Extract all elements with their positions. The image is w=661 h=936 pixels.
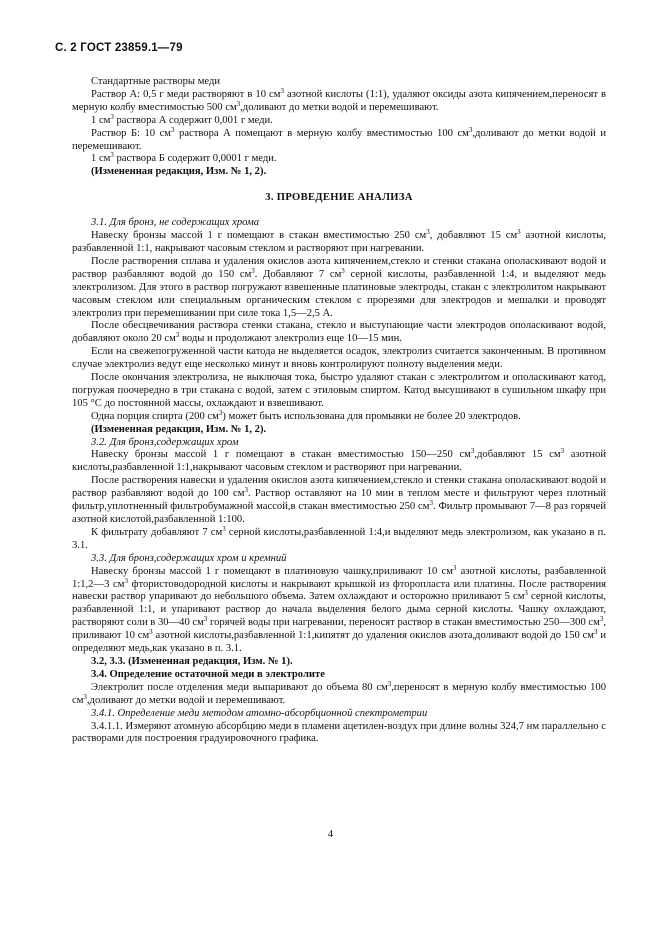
paragraph: Одна порция спирта (200 $см^3$) может быть использована для промывки не более 20 электродов. xyxy=(91,408,521,422)
paragraph: (Измененная редакция, Изм. № 1, 2). xyxy=(91,423,267,435)
paragraph: После окончания электролиза, не выключая тока, быстро удаляют стакан с электролитом и ополаскивают катод, погружая поочередно в три стакана с водой, затем с этиловым спиртом. Катод высушивают в сушильном шкафу при 105 °С до постоянной массы, охлаждают и взвешивают. xyxy=(72,372,606,409)
paragraph: 3.1. Для бронз, не содержащих хрома xyxy=(91,217,260,229)
paragraph: 3.4.1. Определение меди методом атомно-абсорбционной спектрометрии xyxy=(91,707,428,719)
paragraph: Если на свежепогруженной части катода не выделяется осадок, электролиз считается законченным. В противном случае электролиз ведут еще несколько минут и вновь контролируют полноту выделения меди. xyxy=(72,346,606,371)
paragraph: 3.4.1.1. Измеряют атомную абсорбцию меди в пламени ацетилен-воздух при длине волны 324,7 нм параллельно с растворами для построения градуировочного графика. xyxy=(72,720,606,745)
paragraph: 1 $см^3$ раствора Б содержит 0,0001 г меди. xyxy=(91,151,277,165)
paragraph: 3.2. Для бронз,содержащих хром xyxy=(91,436,239,448)
paragraph: 1 $см^3$ раствора А содержит 0,001 г меди. xyxy=(91,112,273,126)
paragraph: К фильтрату добавляют 7 $см^3$ серной кислоты,разбавленной 1:4,и выделяют медь электролизом, как указано в п. 3.1. xyxy=(72,524,606,551)
paragraph: (Измененная редакция, Изм. № 1, 2). xyxy=(91,166,267,178)
paragraph: После растворения сплава и удаления окислов азота кипячением,стекло и стенки стакана ополаскивают водой и раствор разбавляют водой до 150 $см^3$. Добавляют 7 $см^3$ серной кислоты, разбавленной 1:4, и выделяют медь электролизом. Для этого в раствор погружают взвешенные платиновые электроды, стакан с электролитом накрывают часовым стеклом или специальным органическим стеклом с прорезями для электродов и мешалки и проводят электролиз при перемешивании при силе тока 1,5—2,5 А. xyxy=(72,255,607,319)
paragraph: Раствор А: 0,5 г меди растворяют в 10 $см^3$ азотной кислоты (1:1), удаляют оксиды азота кипячением,переносят в мерную колбу вместимостью 500 $см^3,доливают$ до метки водой и перемешивают. xyxy=(72,86,607,113)
paragraph: Раствор Б: 10 $см^3$ раствора А помещают в мерную колбу вместимостью 100 $см^3,доливают$ до метки водой и перемешивают. xyxy=(72,125,607,152)
paragraph: Навеску бронзы массой 1 г помещают в стакан вместимостью 150—250 $см^3,добавляют$ 15 $см^3$ азотной кислоты,разбавленной 1:1,накрывают часовым стеклом и растворяют при нагревании. xyxy=(72,447,606,474)
paragraph: Стандартные растворы меди xyxy=(91,76,221,87)
paragraph: 3.4. Определение остаточной меди в электролите xyxy=(91,668,325,680)
paragraph: Навеску бронзы массой 1 г помещают в платиновую чашку,приливают 10 $см^3$ азотной кислоты, разбавленной 1:1,2—3 $см^3$ фтористоводородной кислоты и накрывают крышкой из фторопласта или платины. После растворения навески раствор упаривают до небольшого объема. Затем охлаждают и осторожно приливают 5 $см^3$ серной кислоты, разбавленной 1:1, и упаривают раствор до начала выделения белого дыма серной кислоты. Чашку охлаждают, растворяют соли в 30—40 $см^3$ горячей воды при нагревании, переносят раствор в стакан вместимостью 250—300 $см^3$, приливают 10 $см^3$ азотной кислоты,разбавленной 1:1,кипятят до удаления окислов азота,доливают водой до 150 $см^3$ и определяют медь,как указано в п. 3.1. xyxy=(72,563,606,655)
paragraph: 3.3. Для бронз,содержащих хром и кремний xyxy=(91,552,287,564)
paragraph: После растворения навески и удаления окислов азота кипячением,стекло и стенки стакана ополаскивают водой и раствор разбавляют водой до 100 $см^3$. Раствор оставляют на 10 мин в теплом месте и фильтруют через плотный фильтр,уплотненный фильтробумажной массой,в стакан вместимостью 250 $см^3$. Фильтр промывают 7—8 раз горячей азотной кислотой,разбавленной 1:100. xyxy=(72,475,607,525)
document-body xyxy=(72,76,606,746)
section-title: 3. ПРОВЕДЕНИЕ АНАЛИЗА xyxy=(265,192,413,204)
page-number: 4 xyxy=(327,829,334,840)
paragraph: Навеску бронзы массой 1 г помещают в стакан вместимостью 250 $см^3$, добавляют 15 $см^3$ азотной кислоты, разбавленной 1:1, накрывают часовым стеклом и растворяют при нагревании. xyxy=(72,228,606,254)
page-header: С. 2 ГОСТ 23859.1—79 xyxy=(55,42,183,54)
paragraph: После обесцвечивания раствора стенки стакана, стекло и выступающие части электродов ополаскивают водой, добавляют около 20 $см^3$ воды и продолжают электролиз еще 10—15 мин. xyxy=(72,320,606,345)
paragraph: 3.2, 3.3. (Измененная редакция, Изм. № 1). xyxy=(91,655,293,667)
paragraph: Электролит после отделения меди выпаривают до объема 80 $см^3,переносят$ в мерную колбу вместимостью 100 $см^3,доливают$ до метки водой и перемешивают. xyxy=(72,679,606,706)
